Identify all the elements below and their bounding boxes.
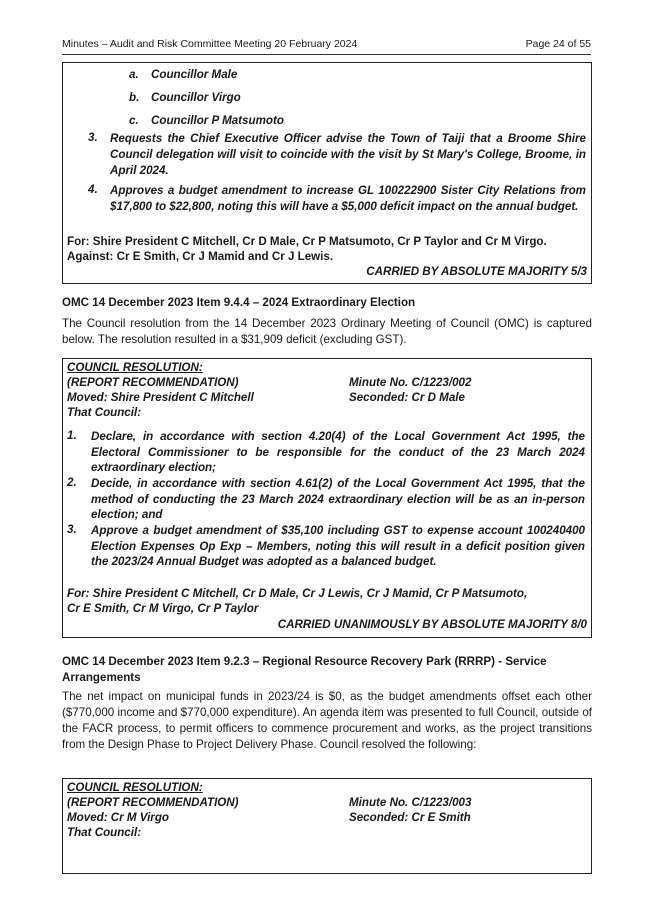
section-paragraph-rrrp: The net impact on municipal funds in 2023/24 is $0, as the budget amendments offset each other ($770,000 income and $770,000 expenditure). An agenda item was presented to full Council, outside of the FACR process, to permit officers to commence procurement and works, as the project transitions from the Design Phase to Project Delivery Phase. Council resolved the following: [62, 690, 592, 751]
that-council: That Council: [67, 406, 142, 419]
report-recommendation: (REPORT RECOMMENDATION) [67, 376, 239, 389]
sub-item-c: c. Councillor P Matsumoto [129, 114, 284, 127]
minute-number-rrrp: Minute No. C/1223/003 [349, 796, 472, 809]
carried-statement-election: CARRIED UNANIMOUSLY BY ABSOLUTE MAJORITY 8/0 [277, 618, 587, 631]
resolution-title: COUNCIL RESOLUTION: [67, 361, 203, 374]
vote-for-line-1: For: Shire President C Mitchell, Cr D Male, Cr J Lewis, Cr J Mamid, Cr P Matsumoto, [67, 587, 528, 600]
seconded-by: Seconded: Cr D Male [349, 391, 465, 404]
resolution-item-3-election: 3. Approve a budget amendment of $35,100 including GST to expense account 100240400 Election Expenses Op Exp – Members, noting this will result in a deficit position given the 2023/24 Annual Budget was adopted as a balanced budget. [67, 523, 585, 568]
vote-for: For: Shire President C Mitchell, Cr D Male, Cr P Matsumoto, Cr P Taylor and Cr M Virgo. [67, 235, 547, 248]
moved-by-rrrp: Moved: Cr M Virgo [67, 811, 169, 824]
resolution-box-continued [62, 62, 592, 284]
page-header [62, 38, 591, 55]
sub-item-b: b. Councillor Virgo [129, 91, 241, 104]
section-paragraph-election: The Council resolution from the 14 December 2023 Ordinary Meeting of Council (OMC) is captured below. The resolution resulted in a $31,909 deficit (excluding GST). [62, 317, 592, 346]
resolution-item-3: 3. Requests the Chief Executive Officer advise the Town of Taiji that a Broome Shire Council delegation will visit to coincide with the visit by St Mary's College, Broome, in April 2024. [88, 131, 586, 177]
header-title: Minutes – Audit and Risk Committee Meeting 20 February 2024 [62, 38, 358, 50]
sub-item-a: a. Councillor Male [129, 68, 238, 81]
council-resolution-box-election [62, 358, 592, 638]
carried-statement: CARRIED BY ABSOLUTE MAJORITY 5/3 [366, 265, 587, 278]
vote-against: Against: Cr E Smith, Cr J Mamid and Cr J Lewis. [67, 250, 334, 263]
council-resolution-box-rrrp [62, 778, 592, 874]
section-heading-rrrp: OMC 14 December 2023 Item 9.2.3 – Regional Resource Recovery Park (RRRP) - Service Arrangements [62, 655, 547, 684]
moved-by: Moved: Shire President C Mitchell [67, 391, 254, 404]
seconded-by-rrrp: Seconded: Cr E Smith [349, 811, 471, 824]
report-recommendation-rrrp: (REPORT RECOMMENDATION) [67, 796, 239, 809]
minute-number: Minute No. C/1223/002 [349, 376, 472, 389]
resolution-item-4: 4. Approves a budget amendment to increase GL 100222900 Sister City Relations from $17,800 to $22,800, noting this will have a $5,000 deficit impact on the annual budget. [88, 183, 586, 213]
resolution-item-1: 1. Declare, in accordance with section 4.20(4) of the Local Government Act 1995, the Electoral Commissioner to be responsible for the conduct of the 23 March 2024 extraordinary election; [67, 429, 585, 474]
resolution-title-rrrp: COUNCIL RESOLUTION: [67, 781, 203, 794]
resolution-item-2: 2. Decide, in accordance with section 4.61(2) of the Local Government Act 1995, that the method of conducting the 23 March 2024 extraordinary election will be as an in-person election; and [67, 476, 585, 521]
section-heading-election: OMC 14 December 2023 Item 9.4.4 – 2024 Extraordinary Election [62, 296, 416, 309]
page-number: Page 24 of 55 [525, 38, 591, 50]
that-council-rrrp: That Council: [67, 826, 142, 839]
vote-for-line-2: Cr E Smith, Cr M Virgo, Cr P Taylor [67, 602, 259, 615]
